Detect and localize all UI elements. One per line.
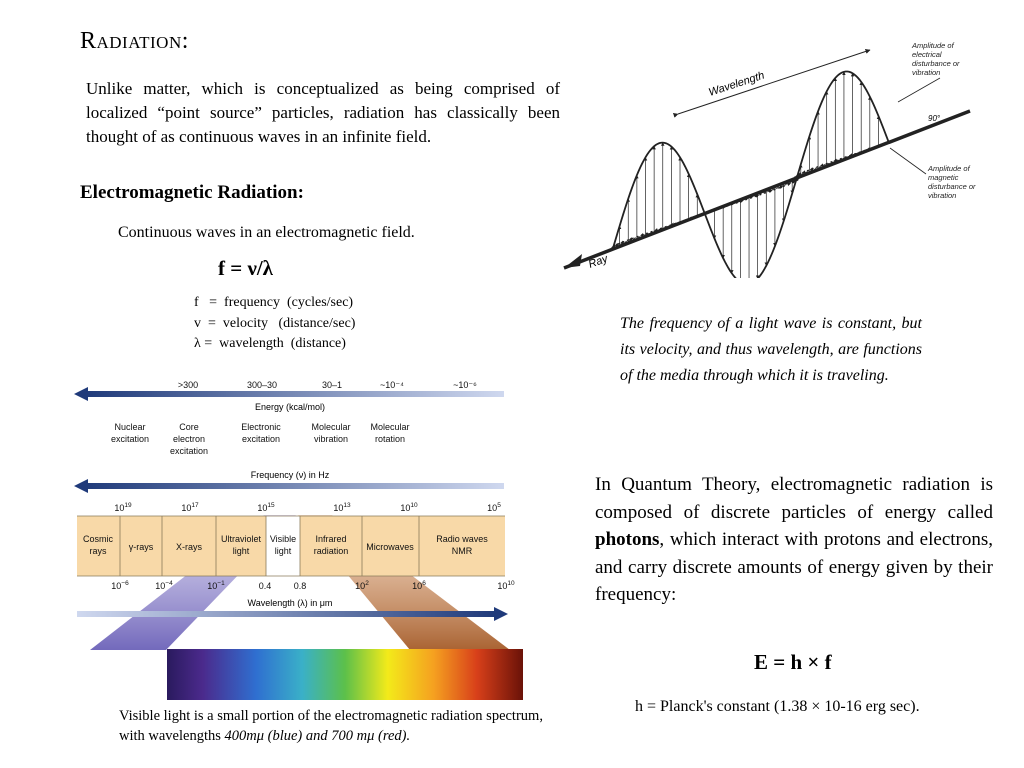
frequency-arrowhead: [74, 479, 88, 493]
wavelength-arrow: [77, 611, 497, 617]
wavelength-tick: $10^6$: [412, 580, 426, 591]
svg-text:disturbance or: disturbance or: [928, 182, 976, 191]
page-title: Radiation:: [80, 28, 189, 54]
definition-frequency: f = frequency (cycles/sec): [194, 295, 354, 310]
band-x-rays: [176, 542, 203, 552]
band-gamma-rays: [129, 542, 154, 552]
frequency-arrow: [84, 483, 504, 489]
excitation-core-electron: [170, 422, 208, 456]
energy-ticks: [178, 380, 477, 390]
excitation-molecular-vibration: [311, 422, 350, 444]
svg-text:Microwaves: Microwaves: [366, 542, 414, 552]
svg-text:NMR: NMR: [451, 546, 473, 556]
excitation-molecular-rotation: [370, 422, 409, 444]
visible-spectrum-rainbow: [167, 649, 523, 700]
ray-arrowhead: [564, 254, 582, 268]
svg-text:Visible: Visible: [269, 534, 297, 544]
photons-term: photons: [595, 529, 660, 550]
frequency-tick: $10^{17}$: [181, 502, 199, 513]
svg-text:Infrared: Infrared: [315, 534, 347, 544]
svg-text:radiation: radiation: [313, 546, 349, 556]
wavelength-tick: 0.4: [258, 581, 272, 591]
svg-text:rotation: rotation: [374, 434, 406, 444]
svg-text:Ultraviolet: Ultraviolet: [220, 534, 262, 544]
energy-arrowhead: [74, 387, 88, 401]
formula-definitions: [194, 293, 355, 355]
definition-velocity: v = velocity (distance/sec): [194, 315, 356, 331]
svg-text:γ-rays: γ-rays: [128, 542, 154, 552]
svg-text:X-rays: X-rays: [175, 542, 203, 552]
frequency-tick: $10^{10}$: [400, 502, 418, 513]
magnetic-pointer: [890, 148, 926, 174]
spectrum-caption-text: Visible light is a small portion of the electromagnetic radiation spectrum, with wavelengths: [119, 708, 543, 744]
svg-text:vibration: vibration: [912, 68, 941, 77]
ray-label: Ray: [586, 252, 610, 271]
excitation-nuclear: [111, 422, 149, 444]
energy-equation: E = h × f: [754, 650, 832, 674]
wave-caption: The frequency of a light wave is constant, but its velocity, and thus wavelength, are functions of the media through which it is traveling.: [620, 315, 922, 384]
wavelength-tick: $10^2$: [355, 580, 369, 591]
wavelength-tick: $10^{-1}$: [207, 580, 225, 591]
wavelength-tick: $10^{-6}$: [111, 580, 129, 591]
electrical-amplitude-label: [911, 41, 960, 77]
energy-arrow: [84, 391, 504, 397]
wavelength-tick: $10^{10}$: [497, 580, 515, 591]
svg-text:Nuclear: Nuclear: [114, 422, 146, 432]
frequency-tick: $10^{15}$: [257, 502, 275, 513]
ray-axis: [564, 111, 970, 271]
frequency-label: Frequency (ν) in Hz: [250, 470, 330, 480]
svg-text:electrical: electrical: [912, 50, 942, 59]
frequency-formula: f = ν/λ: [218, 256, 273, 280]
spectrum-caption: [119, 706, 559, 746]
energy-tick: 30–1: [321, 380, 343, 390]
wavelength-tick: $10^{-4}$: [155, 580, 173, 591]
wavelength-label: Wavelength (λ) in μm: [247, 598, 333, 608]
em-spectrum-figure: [70, 370, 540, 702]
continuous-waves-text: Continuous waves in an electromagnetic field.: [118, 224, 415, 241]
svg-text:Amplitude of: Amplitude of: [912, 41, 954, 50]
svg-text:Radio waves: Radio waves: [436, 534, 488, 544]
band-microwaves: [366, 542, 414, 552]
frequency-tick: $10^{13}$: [333, 502, 351, 513]
svg-text:disturbance or: disturbance or: [912, 59, 960, 68]
excitation-electronic: [241, 422, 281, 444]
definition-wavelength: λ = wavelength (distance): [194, 336, 346, 351]
svg-text:electron: electron: [172, 434, 206, 444]
wavelength-label: Wavelength: [707, 69, 766, 99]
electrical-pointer: [898, 78, 940, 102]
quantum-text-after: , which interact with protons and electrons, and carry discrete amounts of energy given by their frequency:: [595, 529, 993, 605]
svg-text:vibration: vibration: [928, 191, 957, 200]
svg-text:light: light: [232, 546, 250, 556]
quantum-text-before: In Quantum Theory, electromagnetic radiation is composed of discrete particles of energy called: [595, 474, 993, 523]
svg-text:excitation: excitation: [241, 434, 281, 444]
svg-text:Core: Core: [179, 422, 199, 432]
svg-text:Amplitude of: Amplitude of: [928, 164, 970, 173]
em-heading: Electromagnetic Radiation:: [80, 182, 304, 203]
excitation-labels: [111, 422, 410, 456]
angle-label: 90°: [928, 114, 941, 123]
svg-text:magnetic: magnetic: [928, 173, 959, 182]
wavelength-tick: 0.8: [293, 581, 307, 591]
quantum-paragraph: [595, 471, 993, 609]
energy-tick: 300–30: [246, 380, 278, 390]
wavelength-arrowhead: [494, 607, 508, 621]
spectrum-caption-wavelengths: 400mμ (blue) and 700 mμ (red).: [224, 728, 411, 744]
energy-tick: ~10⁻⁴: [380, 380, 404, 390]
energy-label: Energy (kcal/mol): [254, 402, 326, 412]
svg-text:Molecular: Molecular: [311, 422, 351, 432]
svg-text:Molecular: Molecular: [370, 422, 410, 432]
wavelength-arrow: [678, 50, 870, 114]
svg-text:rays: rays: [89, 546, 107, 556]
em-wave-diagram: [560, 38, 980, 278]
frequency-tick: $10^5$: [487, 502, 501, 513]
wave-vectors: [611, 71, 889, 278]
energy-tick: ~10⁻⁶: [453, 380, 477, 390]
planck-constant-note: h = Planck's constant (1.38 × 10-16 erg sec).: [635, 698, 920, 715]
svg-text:Cosmic: Cosmic: [82, 534, 114, 544]
frequency-tick: $10^{19}$: [114, 502, 132, 513]
frequency-ticks: [114, 502, 501, 513]
intro-paragraph: Unlike matter, which is conceptualized as being comprised of localized “point source” particles, radiation has classically been thought of as continuous waves in an infinite field.: [86, 79, 560, 146]
svg-text:excitation: excitation: [169, 446, 209, 456]
energy-tick: >300: [177, 380, 199, 390]
svg-text:vibration: vibration: [313, 434, 349, 444]
magnetic-amplitude-label: [927, 164, 976, 200]
svg-text:light: light: [274, 546, 292, 556]
svg-text:Electronic: Electronic: [241, 422, 281, 432]
svg-text:excitation: excitation: [110, 434, 150, 444]
